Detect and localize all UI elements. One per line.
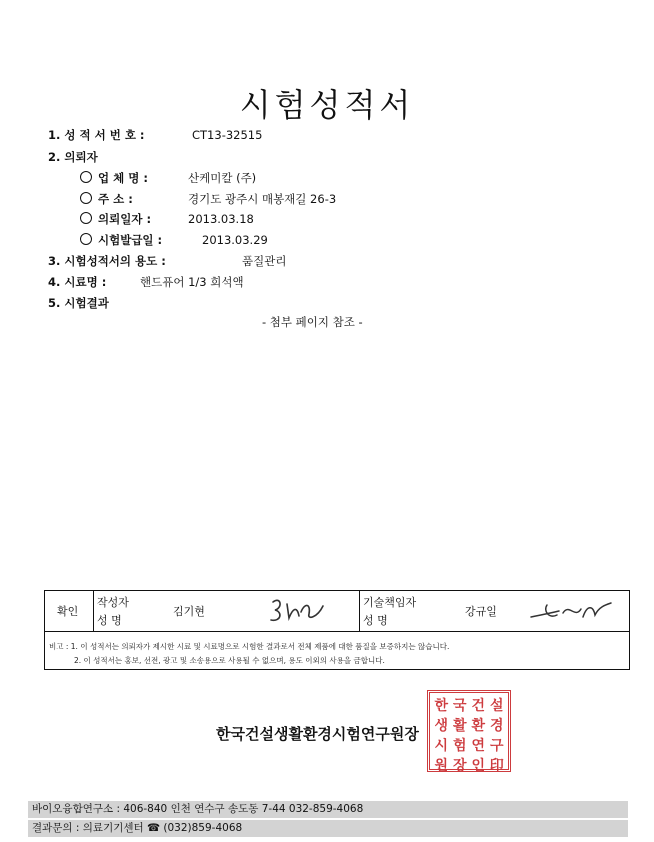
seal-character: 국 xyxy=(452,698,467,714)
tech-name: 강규일 xyxy=(465,605,497,618)
seal-character: 경 xyxy=(489,718,504,734)
circle-bullet-icon xyxy=(80,233,92,245)
institute-name: 한국건설생활환경시험연구원장 xyxy=(216,725,419,743)
circle-bullet-icon xyxy=(80,171,92,183)
seal-character: 활 xyxy=(452,718,467,734)
company-value: 산케미칼 (주) xyxy=(188,171,257,185)
seal-character: 환 xyxy=(471,718,486,734)
request-date-value: 2013.03.18 xyxy=(188,212,254,226)
signature-row xyxy=(45,591,629,632)
author-name: 김기현 xyxy=(173,605,205,618)
table-divider xyxy=(359,591,360,631)
report-number-value: CT13-32515 xyxy=(192,128,263,142)
tech-sign-label: 성 명 xyxy=(363,614,388,627)
document-title: 시험성적서 xyxy=(239,86,415,124)
seal-character: 한 xyxy=(434,698,449,714)
seal-character: 건 xyxy=(471,698,486,714)
footer-line-1: 바이오융합연구소 : 406-840 인천 연수구 송도동 7-44 032-859-4068 xyxy=(28,801,628,818)
seal-character: 구 xyxy=(489,738,504,754)
purpose-label: 3. 시험성적서의 용도 : xyxy=(48,254,166,268)
author-signature-icon xyxy=(267,594,327,626)
purpose-value: 품질관리 xyxy=(242,254,287,268)
client-label: 2. 의뢰자 xyxy=(48,150,98,164)
sample-value: 핸드퓨어 1/3 희석액 xyxy=(140,275,244,289)
note-line-1: 비고 : 1. 이 성적서는 의뢰자가 제시한 시료 및 시료명으로 시험한 결과로서 전체 제품에 대한 품질을 보증하지는 않습니다. xyxy=(49,642,450,651)
seal-character: 시 xyxy=(434,738,449,754)
address-value: 경기도 광주시 매봉재길 26-3 xyxy=(188,192,337,206)
footer-line-2: 결과문의 : 의료기기센터 ☎ (032)859-4068 xyxy=(28,820,628,837)
request-date-row-label: 의뢰일자 : xyxy=(80,211,151,227)
tech-signature-icon xyxy=(529,599,613,623)
address-row-label: 주 소 : xyxy=(80,191,133,207)
seal-character: 장 xyxy=(452,758,467,774)
seal-character: 인 xyxy=(471,758,486,774)
circle-bullet-icon xyxy=(80,192,92,204)
signature-table xyxy=(44,590,630,670)
seal-character: 연 xyxy=(471,738,486,754)
seal-character: 원 xyxy=(434,758,449,774)
seal-character: 험 xyxy=(452,738,467,754)
seal-character: 印 xyxy=(489,758,504,774)
table-divider xyxy=(93,591,94,631)
author-role: 작성자 xyxy=(97,596,129,609)
result-label: 5. 시험결과 xyxy=(48,296,109,310)
tech-role: 기술책임자 xyxy=(363,596,417,609)
issue-date-row-label: 시험발급일 : xyxy=(80,232,162,248)
result-value: - 첨부 페이지 참조 - xyxy=(262,315,363,329)
seal-character: 설 xyxy=(489,698,504,714)
issue-date-value: 2013.03.29 xyxy=(202,233,268,247)
circle-bullet-icon xyxy=(80,212,92,224)
official-seal xyxy=(427,690,511,772)
confirm-cell: 확인 xyxy=(57,605,79,618)
report-number-label: 1. 성 적 서 번 호 : xyxy=(48,128,145,142)
company-row-label: 업 체 명 : xyxy=(80,170,148,186)
seal-character: 생 xyxy=(434,718,449,734)
note-line-2: 2. 이 성적서는 홍보, 선전, 광고 및 소송용으로 사용될 수 없으며, 용도 이외의 사용을 금합니다. xyxy=(74,656,385,665)
sample-label: 4. 시료명 : xyxy=(48,275,107,289)
author-sign-label: 성 명 xyxy=(97,614,122,627)
